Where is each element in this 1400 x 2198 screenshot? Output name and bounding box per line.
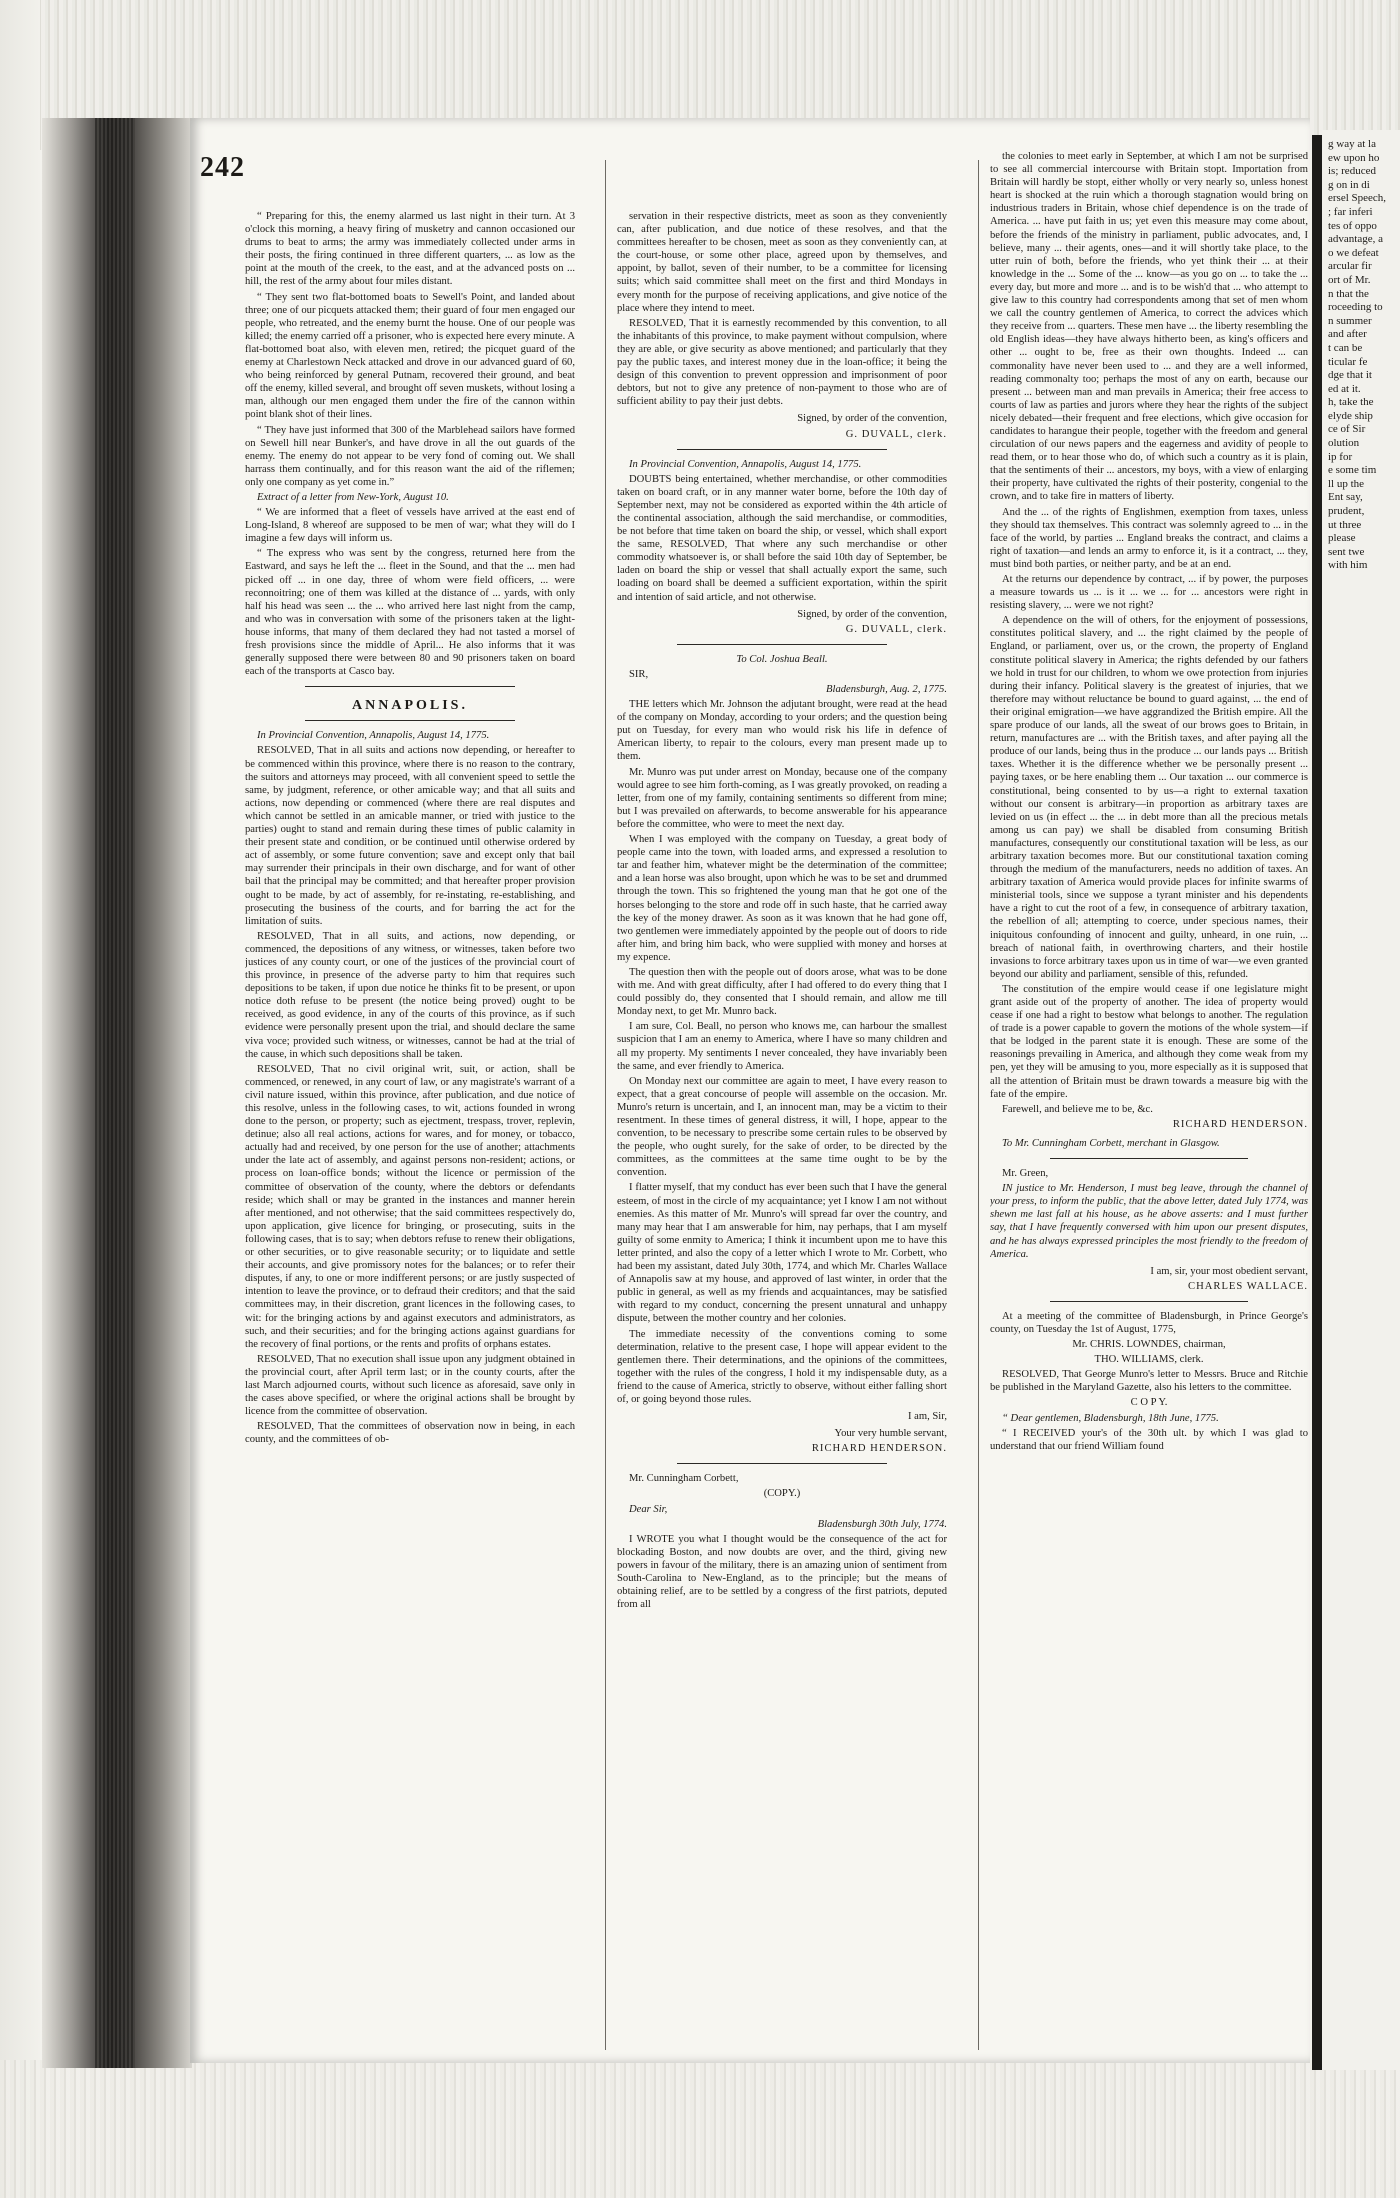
paragraph: RESOLVED, That no execution shall issue upon any judgment obtained in the provincial court, after April term last; or in the county courts, after the last March adjourned courts, without such licence as aforesaid, save only in the cases above specified, or where the original actions shall be brought by licence from the committee of observation. [245, 1353, 575, 1418]
facing-page-line: tes of oppo [1328, 219, 1377, 232]
signed-line: Signed, by order of the convention, [797, 413, 947, 425]
section-rule [305, 686, 515, 687]
paragraph: I flatter myself, that my conduct has ever been such that I have the general esteem, of most in the circle of my acquaintance; yet I know I am not without enemies. As this matter of Mr. Munro's will spread far over the country, and many may hear that I am answerable for him, nay perhaps, that I am myself guilty of some enmity to America; I think it incumbent upon me to have this letter printed, and also the copy of a letter which I wrote to Mr. Corbett, who had been my assistant, dated July 30th, 1774, and which Mr. Charles Wallace of Annapolis saw at my house, and approved of last winter, in order that the public in general, as well as my friends and acquaintances, may be satisfied with regard to my conduct, concerning the present unnatural and unhappy dispute, between the mother country and her colonies. [617, 1182, 947, 1325]
column-2-top-spacer [617, 140, 947, 210]
letter-date: “ Dear gentlemen, Bladensburgh, 18th June, 1775. [1002, 1412, 1219, 1424]
column-2 [617, 140, 947, 2020]
facing-page-fragment [1322, 130, 1400, 2070]
closing-line: I am, Sir, [907, 1411, 947, 1423]
chairman-line: Mr. CHRIS. LOWNDES, chairman, [1072, 1339, 1226, 1351]
paragraph: And the ... of the rights of Englishmen, exemption from taxes, unless they should tax themselves. This contract was solemnly agreed to ... in the face of the world, by parties ... England breaks the contract, and claims a right of taxation—and lends an army to enforce it, is it a contract, ... they, must bind both parties, or neither party, and be at an end. [990, 506, 1308, 570]
book-spine-edges [95, 118, 135, 2068]
closing-line: I am, sir, your most obedient servant, [1150, 1265, 1308, 1277]
paragraph: THE letters which Mr. Johnson the adjutant brought, were read at the head of the company on Monday, according to your orders; and the question being put on Tuesday, for every man who would risk his life in defence of American liberty, to repair to the colours, every man present made up to them. [617, 699, 947, 763]
page-number: 242 [200, 152, 245, 183]
paragraph: Mr. Munro was put under arrest on Monday, because one of the company would agree to see him forth-coming, as I was greatly provoked, on reading a letter, from one of my family, containing sentiments so different from mine; but I was prevailed on afterwards, to become answerable for his appearance before the committee, who were to meet the next day. [617, 766, 947, 830]
paragraph: RESOLVED, That in all suits and actions now depending, or hereafter to be commenced within this province, where there is no reason to the contrary, the suitors and attorneys may proceed, with all convenient speed to settle the same, by judgment, reference, or other amicable way; and that all suits and actions, now depending or commenced (where there are real disputes and which cannot be settled in an amicable manner, or tried with justice to the parties) ought to stand and remain during these times of public calamity in their present state and condition, or be continued until otherwise ordered by act of assembly, or some future convention; save and except only that bail may surrender their principals in their own discharge, and for want of other bail that the principal may be committed; and that hereafter proper provision ought to be made, by act of assembly, for re-instating, re-establishing, and prosecuting the business of the courts, and for barring the act for the limitation of suits. [245, 745, 575, 927]
copy-addressee: Mr. Cunningham Corbett, [629, 1473, 739, 1485]
paragraph: I WROTE you what I thought would be the consequence of the act for blockading Boston, and now doubts are over, and the third, giving new powers in favour of the military, there is an amazing union of sentiment from South-Carolina to New-England, as to the principle; but the means of obtaining relief, are to be settled by a congress of the first patriots, deputed from all [617, 1533, 947, 1611]
column-1-top-spacer [245, 140, 575, 210]
right-column-rule [1312, 135, 1322, 2070]
paragraph: At a meeting of the committee of Bladensburgh, in Prince George's county, on Tuesday the 1st of August, 1775, [990, 1310, 1308, 1335]
author-signature: CHARLES WALLACE. [1188, 1280, 1308, 1292]
salutation: SIR, [629, 668, 649, 680]
facing-page-line: g way at la [1328, 138, 1376, 150]
facing-page-line: roceeding to [1328, 301, 1383, 314]
section-rule [305, 720, 515, 721]
paragraph: The question then with the people out of doors arose, what was to be done with me. And with great difficulty, after I had offered to do every thing that I could possibly do, they consented that I should remain, and allow me till Monday next, to get Mr. Munro back. [617, 966, 947, 1018]
copy-label: (COPY.) [763, 1488, 801, 1500]
column-divider [978, 160, 979, 2050]
clerk-signature: G. DUVALL, clerk. [845, 428, 947, 440]
paragraph: servation in their respective districts, meet as soon as they conveniently can, after publication, and due notice of these resolves, and that the committees hereafter to be chosen, meet as soon as they conveniently can, at the court-house, or some other place, agreed upon by themselves, and appoint, by ballot, seven of their number, to be a committee for licensing suits; which said committee shall meet on the first and third Mondays in every month for the purpose of receiving applications, and give notice of the place where they intend to meet. [617, 211, 947, 314]
paragraph: On Monday next our committee are again to meet, I have every reason to expect, that a great concourse of people will assemble on the occasion. Mr. Munro's return is uncertain, and I, an innocent man, may be a victim to their resentment. In these times of general distress, it will, I hope, appear to the convention, to be necessary to prescribe some certain rules to be observed by the people, who ought surely, for the sake of order, to be directed by the committees, as the committees at the same time ought to be by the convention. [617, 1075, 947, 1179]
facing-page-line: ip for [1328, 450, 1353, 463]
facing-page-line: ew upon ho [1328, 151, 1380, 164]
facing-page-line: n summer [1328, 314, 1372, 327]
letter-date: Bladensburgh, Aug. 2, 1775. [826, 684, 947, 695]
facing-page-line: with him [1328, 559, 1368, 572]
facing-page-line: ed at it. [1328, 382, 1361, 395]
paragraph: “ The express who was sent by the congress, returned here from the Eastward, and says he left the ... fleet in the Sound, and that the ... men had picked off ... in one day, three of whom were field officers, ... were reconnoitring; one of them was killed at the distance of ... yards, with only half his head was seen ... the ... who arrived here last night from the camp, and who was in conversation with some of the prisoners taken at the light-house informs, that many of them declared they had not tasted a morsel of fresh provisions since the middle of April... He also informs that it was generally supposed there were between 80 and 90 prisoners taken on board each of the transports at Casco bay. [245, 548, 575, 678]
paragraph: A dependence on the will of others, for the enjoyment of possessions, constitutes political slavery, and ... the right claimed by the people of England, or parliament, over us, or the crown, the property of England constitute political slavery in America; the rights defended by our fathers we hold in trust for our children, to whom we owe protection from injuries during their infancy. Political slavery is the greatest of injuries, that we therefore may without reluctance be bound to guard against, ... the end of their original emigration—we have aggrandized the British empire. All the spare produce of our lands, all the sweat of our brows goes to Britain, in return, manufactures are ... with the British taxes, and after paying all the produce of our lands, being thus in the produce ... our lands pays ... British taxes. Whether it is the difference whether we be personally present ... paying taxes, or be here enabling them ... Our taxation ... our commerce is constitutional, being consented to by us—a right to external taxation without our consent is arbitrary—in proportion as arbitrary taxes are levied on us (in effect ... the ... in debt more than all the precious metals among us can pay) we shall be disabled from consuming British manufactures, consequently our constitutional taxation will be less, as our arbitrary taxation becomes more. But our constitutional taxation coming through the medium of the manufacturers, needs no addition of taxes. An arbitrary taxation of America would provide places for infinite swarms of ministerial tools, since we suppose a tyrant minister and his dependents have a right to cut the root of a few, in consequence of arbitrary taxation, the rebellion of all; attempting to coerce, under specious names, their iniquitous confounding of innocent and guilty, unheard, in one ruin, ... breach of national faith, in overthrowing charters, and their hostile invasions to force arbitrary taxes upon us in time of war—we even granted beyond our ability and parliament, sensible of this, refunded. [990, 615, 1308, 980]
facing-page-line: g on in di [1328, 178, 1370, 191]
facing-page-line: ersel Speech, [1328, 192, 1387, 205]
section-rule [1050, 1301, 1248, 1302]
author-signature: RICHARD HENDERSON. [811, 1443, 947, 1455]
paragraph: DOUBTS being entertained, whether merchandise, or other commodities taken on board craft, or in any manner water borne, before the 10th day of September next, may not be considered as exported within the 4th article of the continental association, although the said merchandise, or commodities, be not before that time taken on board the ship, or vessel, which shall export the same, RESOLVED, That where any such merchandise or other commodity whatsoever is, or shall before the said 10th day of September, be laden on board the ship or vessel that shall actually export the same, such loading on board shall be deemed a sufficient exportation, within the spirit and intention of said article, and not otherwise. [617, 473, 947, 603]
paragraph: The constitution of the empire would cease if one legislature might grant aside out of the property of another. The idea of property would cease if one had a right to bestow what belongs to another. The regulation of trade is a power capable to govern the motions of the whole system—if that be lodged in the parent state it is enough. These are some of the reasonings prevailing in America, and although they come weak from my pen, yet they will be amusing to you, more especially as it is supposed that all the attention of Britain must be drawn towards a measure big with the fate of the empire. [990, 983, 1308, 1100]
paragraph: “ They have just informed that 300 of the Marblehead sailors have formed on Sewell hill near Bunker's, and have drove in all the out guards of the enemy. The enemy do not appear to be very fond of coming out. We shall harrass them continually, and for this reason want the aid of the riflemen; only one company as yet come in.” [245, 424, 575, 488]
paragraph: “ I RECEIVED your's of the 30th ult. by which I was glad to understand that our friend William found [990, 1427, 1308, 1452]
column-divider [605, 160, 606, 2050]
section-heading-annapolis: ANNAPOLIS. [352, 698, 468, 714]
facing-page-line: Ent say, [1328, 491, 1363, 504]
column-1 [245, 140, 575, 2020]
facing-page-line: dge that it [1328, 369, 1372, 382]
facing-page-line: olution [1328, 437, 1360, 450]
column-3-top-spacer [990, 140, 1308, 150]
paragraph: RESOLVED, That no civil original writ, suit, or action, shall be commenced, or renewed, in any court of law, or any magistrate's warrant of a civil nature issued, within this province, after publication, and due notice of this resolve, unless in the following cases, to wit, actions founded in wrong done to the person, or property; such as ejectment, trespass, trover, replevin, detinue; also all real actions, actions for wares, and for money, or tobacco, actually had and received, by one person for the use of another; attachments under the late act of assembly, and against persons non-resident; actions, or process on loan-office bonds; without the licence or permission of the committee of observation of the county, where the debtors or defendants reside; which shall or may be granted in the instances and manner herein after mentioned, and not otherwise; that the said committees respectively do, upon application, give licence for bringing, or prosecuting, suits in the following cases, that is to say; when debtors refuse to renew their obligations, or other securities, or to give reasonable security; or to liquidate and settle their accounts, and give promissory notes for the balances; or to refer their disputes, if any, to one or more indifferent persons; or are justly suspected of intention to leave the province, or to defraud their creditors; and that the said committees may, in their discretion, grant licences in the following cases, to wit: for the bringing actions by and against executors and administrators, as such, and their securities; and for the bringing actions against guardians for the recovery of final portions, or the rents and profits of orphans estates. [245, 1063, 575, 1350]
extract-dateline: Extract of a letter from New-York, August 10. [257, 491, 449, 503]
paragraph: When I was employed with the company on Tuesday, a great body of people came into the town, with loaded arms, and expressed a resolution to tar and feather him, whatever might be the determination of the committee; and a lean horse was also brought, upon which he was to be set and drummed through the town. This so frightened the young man that he got one of the horses belonging to the store and rode off in such haste, that he carried away the key of the money drawer. As soon as it was known that he had gone off, two gentlemen were immediately appointed by the people out of doors to ride after him, and bring him back, who were supplied with money and horses at my expence. [617, 834, 947, 963]
closing-line: Your very humble servant, [834, 1428, 947, 1440]
paragraph: The immediate necessity of the conventions coming to some determination, relative to the present case, I hope will appear evident to the gentlemen there. Their determinations, and the opinions of the committees, together with the rules of the congress, I hold it my indispensable duty, as a friend to the cause of America, strictly to observe, without either falling short of, or going beyond those rules. [617, 1328, 947, 1405]
facing-page-line: n that the [1328, 287, 1369, 300]
facing-page-line: and after [1328, 328, 1367, 341]
facing-page-line: h, take the [1328, 396, 1374, 409]
section-rule [677, 1463, 887, 1464]
paragraph: RESOLVED, That it is earnestly recommended by this convention, to all the inhabitants of this province, to make payment without compulsion, where they are able, or give security as above mentioned; and particularly that they pay the public taxes, and interest money due in the loan-office; it being the design of this convention to prevent oppression and imprisonment of poor debtors, but not to give any pretence of non-payment to those who are of sufficient ability to pay their just debts. [617, 317, 947, 408]
facing-page-line: ut three [1328, 518, 1362, 531]
letter-addressee: To Mr. Cunningham Corbett, merchant in Glasgow. [1002, 1137, 1220, 1149]
clerk-line: THO. WILLIAMS, clerk. [1094, 1354, 1204, 1366]
scan-bottom-margin [0, 2060, 1400, 2198]
column-3 [990, 140, 1308, 2020]
facing-page-line: ce of Sir [1328, 423, 1366, 436]
facing-page-line: please [1328, 532, 1356, 545]
paragraph: “ Preparing for this, the enemy alarmed us last night in their turn. At 3 o'clock this morning, a heavy firing of musketry and cannon occasioned our drums to beat to arms; the army was immediately collected under arms in their posts, the firing continued in three different quarters, ... as low as the point at the mouth of the creek, to the east, and at the advanced posts on ... hill, the rest of the army about four miles distant. [245, 211, 575, 288]
facing-page-text [1322, 130, 1400, 573]
letter-date: Bladensburgh 30th July, 1774. [817, 1518, 947, 1530]
paragraph: At the returns our dependence by contract, ... if by power, the purposes a measure towards us ... is it ... we ... for ... ancestors were right in resisting slavery, ... were we not right? [990, 574, 1308, 612]
facing-page-line: ; far inferi [1328, 205, 1373, 218]
salutation: Mr. Green, [1002, 1168, 1049, 1180]
facing-page-line: is; reduced [1328, 165, 1376, 178]
convention-dateline: In Provincial Convention, Annapolis, August 14, 1775. [629, 458, 862, 470]
paragraph: “ We are informed that a fleet of vessels have arrived at the east end of Long-Island, 8 whereof are supposed to be men of war; what they will do I imagine a few days will inform us. [245, 507, 575, 545]
copy-label: C O P Y. [1130, 1397, 1168, 1409]
paragraph: IN justice to Mr. Henderson, I must beg leave, through the channel of your press, to inform the public, that the above letter, dated July 1774, was shewn me last fall at his house, as he above asserts: and I must further say, that I have frequently conversed with him upon our present disputes, and he has always expressed principles the most friendly to the freedom of America. [990, 1183, 1308, 1260]
facing-page-line: o we defeat [1328, 246, 1379, 259]
paragraph: I am sure, Col. Beall, no person who knows me, can harbour the smallest suspicion that I am an enemy to America, where I have so many children and all my property. My sentiments I never concealed, they have invariably been the same, and ever friendly to America. [617, 1021, 947, 1072]
facing-page-line: t can be [1328, 341, 1363, 354]
facing-page-line: ll up the [1328, 477, 1365, 490]
clerk-signature: G. DUVALL, clerk. [845, 623, 947, 635]
salutation: Dear Sir, [629, 1503, 668, 1515]
paragraph: RESOLVED, That in all suits, and actions, now depending, or commenced, the depositions of any witness, or witnesses, taken before two justices of any county court, or one of the justices of the provincial court of this province, in presence of the adverse party to him that requires such depositions to be taken, if upon due notice he thinks fit to be present, or upon notice doth refuse to be present (the notice being proved) ought to be received, as good evidence, in any of the courts of this province, as if such evidence were personally present upon the trial, and should declare the same viva voce; provided such witness, or witnesses, cannot be had at the trial of the cause, in which such depositions shall be taken. [245, 930, 575, 1060]
facing-page-line: ticular fe [1328, 355, 1368, 368]
section-rule [1050, 1158, 1248, 1159]
facing-page-line: ort of Mr. [1328, 273, 1371, 286]
scan-left-margin [0, 0, 40, 2198]
paragraph: the colonies to meet early in September, at which I am not be surprised to see all commercial intercourse with Britain stopt. Importation from Britain will hardly be stopt, either wholly or very nearly so, unless honest heart is shocked at the ruin which a thorough stagnation would bring on industrious traders in Britain, whose chief dependence is on the trade of America. ... have put faith in us; yet even this measure may come about, before the friends of the ministry in parliament, public advocates, and, I believe, many ... their agents, ones—and it will shortly take place, to the utter ruin of both, before the friends, who yet think their ... at their knowledge in the ... Some of the ... know—as you go on ... to take the ... every day, but more and more ... and is to be wish'd that ... who attempt to give law to this country had correspondents among that set of men whom we call the country gentlemen of America, to correct the advices which they receive from ... quarters. These men have ... the liberty resembling the old English ideas—they have always hitherto been, as king's officers and other ... ought to be, free as their own thoughts. Indeed ... can commonality have never been used to ... and they are a well informed, reading commonalty too; perhaps the most of any on earth, because our present ... between man and man prevails in America; their free access to courts of law as parties and jurors where they hear the rights of the subject nicely debated—their frequent and free elections, which give occasion for candidates to harangue their people, together with the freedom and general circulation of our news papers and the eagerness and avidity of people to read them, or to hear those who do, of which such a country as it is plain, that the sentiments of their ... ancestors, my boys, with a view of enlarging their property, have cultivated the rights of their posterity, congenial to the crown, and to take fire in matters of liberty. [990, 151, 1308, 503]
convention-dateline: In Provincial Convention, Annapolis, August 14, 1775. [257, 730, 490, 742]
facing-page-line: prudent, [1328, 505, 1365, 518]
paragraph: Farewell, and believe me to be, &c. [1002, 1103, 1153, 1115]
section-rule [677, 449, 887, 450]
facing-page-line: e some tim [1328, 464, 1377, 477]
paragraph: RESOLVED, That the committees of observation now in being, in each county, and the committees of ob- [245, 1421, 575, 1446]
letter-addressee: To Col. Joshua Beall. [736, 653, 828, 665]
section-rule [677, 644, 887, 645]
facing-page-line: elyde ship [1328, 409, 1373, 422]
facing-page-line: sent twe [1328, 545, 1365, 558]
author-signature: RICHARD HENDERSON. [1172, 1118, 1308, 1130]
facing-page-line: arcular fir [1328, 260, 1372, 273]
paragraph: “ They sent two flat-bottomed boats to Sewell's Point, and landed about three; one of our picquets attacked them; their guard of four men engaged our people, who retreated, and the enemy burnt the house. One of our people was killed; the enemy carried off a prisoner, who is expected here every minute. A flat-bottomed boat also, with eleven men, retired; the picquet guard of the enemy at Charlestown Neck attacked and drove in our advanced guard of 60, who being reinforced by general Putnam, recovered their ground, and beat off the enemy, killed several, and brought off seven muskets, without losing a man, although our men engaged them under the fire of the cannon within point blank shot of their lines. [245, 291, 575, 421]
facing-page-line: advantage, a [1328, 233, 1383, 246]
signed-line: Signed, by order of the convention, [797, 608, 947, 620]
paragraph: RESOLVED, That George Munro's letter to Messrs. Bruce and Ritchie be published in the Maryland Gazette, also his letters to the committee. [990, 1369, 1308, 1394]
